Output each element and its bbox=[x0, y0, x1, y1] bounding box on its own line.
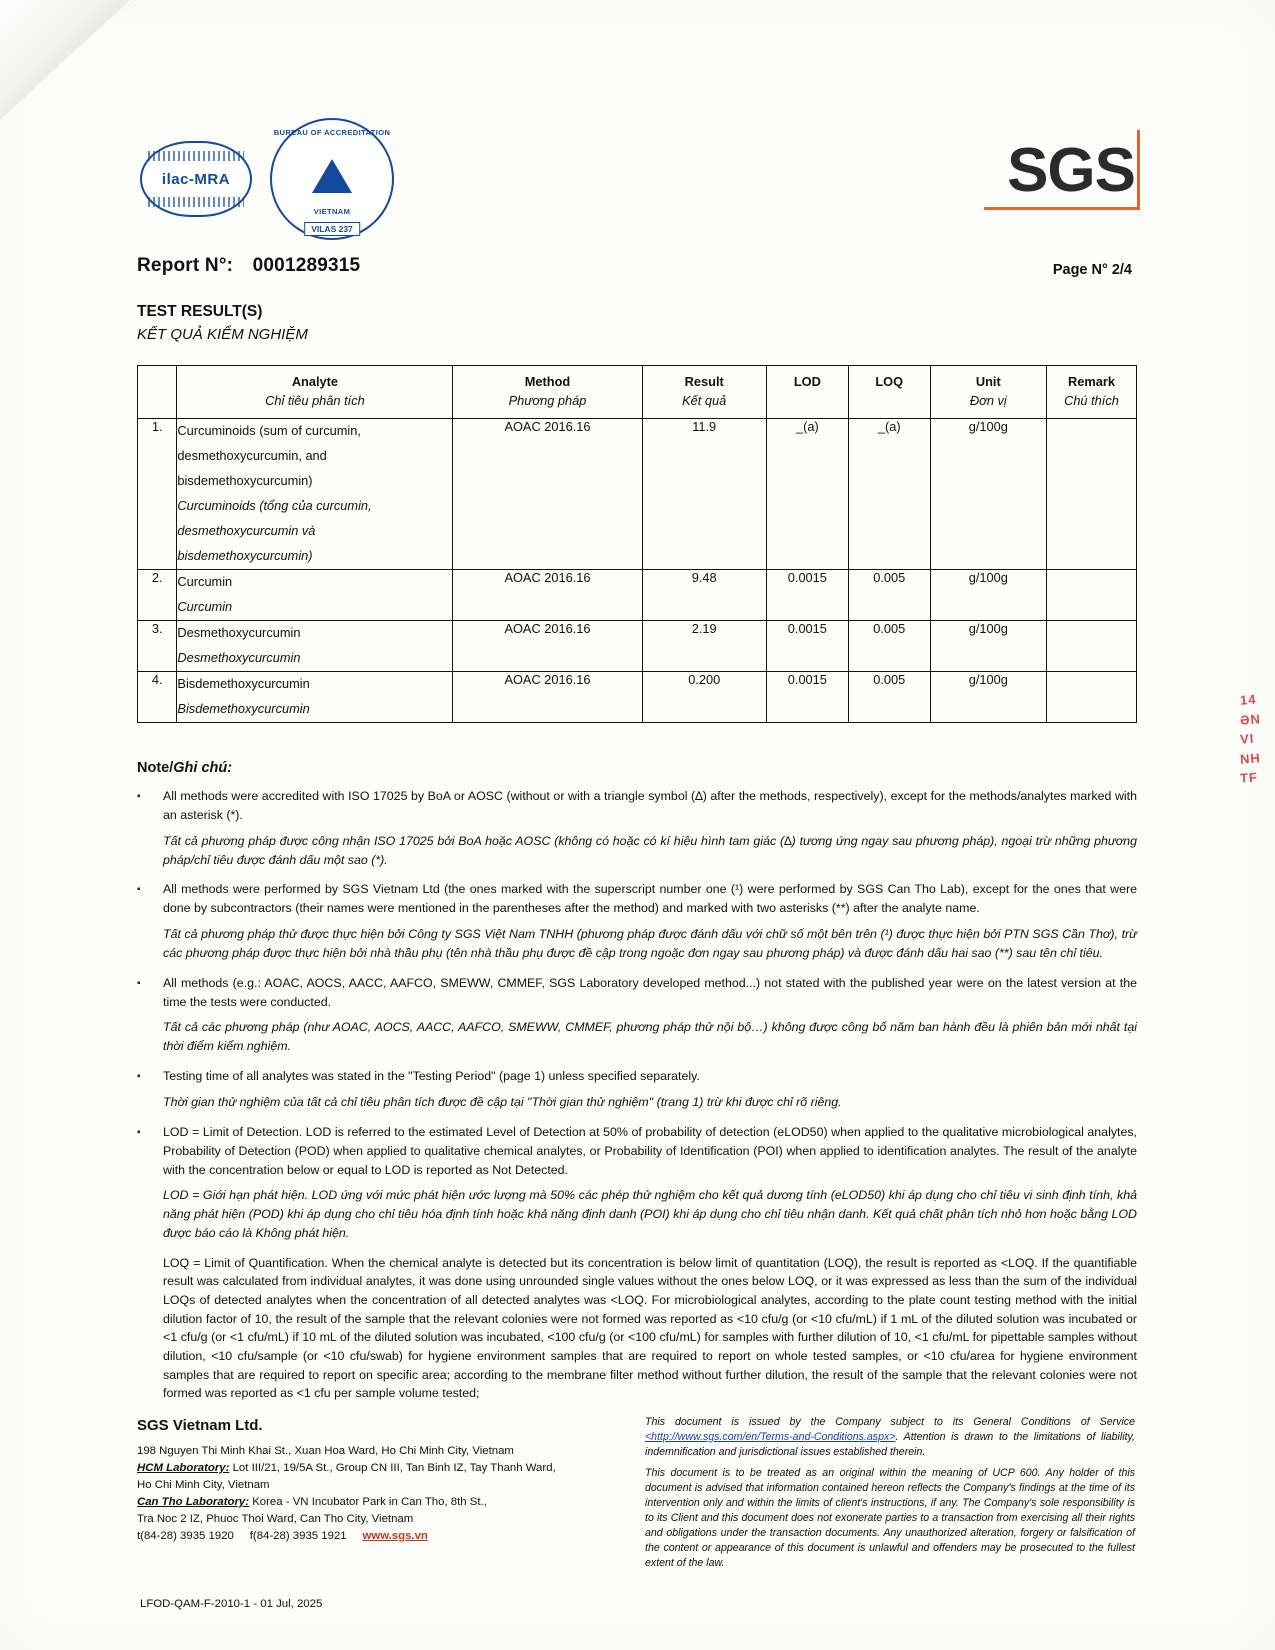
note-en: All methods were performed by SGS Vietnam Ltd (the ones marked with the superscript number one (¹) were performed by SGS Can Tho Lab), except for the ones that were done by subcontractors (their names were mentioned in the parentheses after the method) and marked with two asterisks (**) after the analyte name. bbox=[163, 882, 1137, 916]
notes-heading bbox=[137, 760, 1137, 776]
header-result-vi: Kết quả bbox=[682, 392, 727, 408]
row-unit: g/100g bbox=[930, 419, 1046, 570]
header-loq bbox=[848, 366, 930, 419]
stamp-line: TF bbox=[1239, 769, 1259, 786]
row-index: 2. bbox=[138, 569, 177, 620]
row-analyte bbox=[177, 620, 453, 671]
vilas-badge: VILAS 237 bbox=[304, 222, 360, 236]
row-analyte bbox=[177, 419, 453, 570]
note-body bbox=[163, 974, 1137, 1056]
row-lod: 0.0015 bbox=[766, 671, 848, 722]
header-lod-en: LOD bbox=[793, 374, 821, 389]
header-unit-en: Unit bbox=[975, 374, 1001, 389]
row-remark bbox=[1046, 569, 1136, 620]
table-row bbox=[138, 569, 1137, 620]
note-item bbox=[137, 1123, 1137, 1243]
section-title-vi: KẾT QUẢ KIỂM NGHIỆM bbox=[137, 326, 308, 343]
note-vi: Tất cả phương pháp thử được thực hiện bởi Công ty SGS Việt Nam TNHH (phương pháp được đánh dấu với chữ số một bên trên (¹) được thực hiện bởi PTN SGS Cần Thơ), trừ các phương pháp được thực hiện bởi nhà thầu phụ (tên nhà thầu phụ được đề cập trong ngoặc đơn ngay sau phương pháp) và được đánh dấu hai sao (**) sau tên chỉ tiêu. bbox=[163, 927, 1137, 960]
bullet-icon: ▪ bbox=[137, 977, 141, 989]
header-index bbox=[138, 366, 177, 419]
note-loq-paragraph: LOQ = Limit of Quantification. When the chemical analyte is detected but its concentration is below limit of quantitation (LOQ), the result is reported as <LOQ. If the quantifiable result was calculated from individual analytes, it was done using unrounded single values without the ones below LOQ, or it was expressed as less than the sum of the individual LOQs of detected analytes when the concentration of all detected analytes was <LOQ. For microbiological analytes, according to the plate count testing method with the initial dilution factor of 10, the result of the sample that the relevant colonies were not formed was reported as <10 cfu/g (or <10 cfu/mL) if 1 mL of the diluted solution was incubated or <1 cfu/g (or <1 cfu/mL) if 10 mL of the diluted solution was incubated, <100 cfu/g (or <100 cfu/mL) for samples with further dilution of 10, <1 cfu/mL for pipettable samples without dilution, <10 cfu/sample (or <10 cfu/swab) for hygiene environment samples that are required to report on whole tested samples, or <10 cfu/area for hygiene environment samples that are required to report on specific area; according to the membrane filter method without further dilution, the result of the sample that the relevant colonies were not formed was reported as <1 cfu per sample volume tested; bbox=[163, 1255, 1137, 1401]
row-loq: 0.005 bbox=[848, 620, 930, 671]
page-curl-edge bbox=[0, 0, 136, 125]
notes-heading-vi: Ghi chú: bbox=[173, 760, 233, 776]
stamp-line: NH bbox=[1239, 749, 1262, 767]
row-method: AOAC 2016.16 bbox=[453, 620, 642, 671]
note-body bbox=[163, 1123, 1137, 1243]
header-method-en: Method bbox=[524, 374, 571, 389]
cantho-lab-label: Can Tho Laboratory: bbox=[137, 1495, 250, 1508]
sgs-logo: SGS bbox=[1007, 136, 1135, 205]
row-result: 0.200 bbox=[642, 671, 766, 722]
row-unit: g/100g bbox=[930, 620, 1046, 671]
table-row bbox=[138, 671, 1137, 722]
row-analyte-en: Curcumin bbox=[177, 573, 233, 589]
report-number-label: Report N°: bbox=[137, 255, 234, 276]
vilas-country-label: VIETNAM bbox=[313, 207, 351, 216]
note-en: Testing time of all analytes was stated in the "Testing Period" (page 1) unless specified separately. bbox=[163, 1069, 700, 1084]
sgs-accent-bar-horizontal bbox=[984, 207, 1140, 210]
header-unit-vi: Đơn vị bbox=[969, 392, 1007, 408]
note-vi: Thời gian thử nghiệm của tất cả chỉ tiêu phân tích được đề cập tại "Thời gian thử nghiệm" (trang 1) trừ khi được chỉ rõ riêng. bbox=[163, 1094, 842, 1109]
disclaimer-text-a: This document is issued by the Company subject to its General Conditions of Service bbox=[645, 1416, 1135, 1428]
note-body bbox=[163, 880, 1137, 962]
stamp-line: ƏN bbox=[1239, 710, 1262, 728]
document-form-id: LFOD-QAM-F-2010-1 - 01 Jul, 2025 bbox=[140, 1598, 323, 1610]
note-item bbox=[137, 974, 1137, 1056]
row-lod: 0.0015 bbox=[766, 620, 848, 671]
header-unit bbox=[930, 366, 1046, 419]
row-analyte-vi: Curcuminoids (tổng của curcumin, desmethoxycurcumin và bisdemethoxycurcumin) bbox=[177, 497, 372, 563]
row-analyte-vi: Desmethoxycurcumin bbox=[177, 649, 301, 665]
note-item bbox=[137, 1067, 1137, 1112]
ilac-mra-logo bbox=[140, 141, 252, 217]
note-item bbox=[137, 787, 1137, 869]
disclaimer-paragraph-1 bbox=[645, 1415, 1135, 1460]
row-remark bbox=[1046, 419, 1136, 570]
row-lod: _(a) bbox=[766, 419, 848, 570]
company-name: SGS Vietnam Ltd. bbox=[137, 1417, 263, 1434]
note-vi: LOD = Giới hạn phát hiện. LOD ứng với mức phát hiện ước lượng mà 50% các phép thử nghiệm cho kết quả dương tính (eLOD50) khi áp dụng cho chỉ tiêu vi sinh định tính, khả năng phát hiện (POD) khi áp dụng cho chỉ tiêu hóa định tính hoặc khả năng định danh (POI) khi áp dụng cho chỉ tiêu nhận danh. Kết quả chất phân tích nhỏ hơn hoặc bằng LOD được báo cáo là Không phát hiện. bbox=[163, 1188, 1137, 1241]
header-analyte bbox=[177, 366, 453, 419]
report-number-line bbox=[137, 255, 360, 277]
bullet-icon: ▪ bbox=[137, 884, 141, 896]
stamp-line: VI bbox=[1239, 730, 1255, 747]
cantho-lab-address-2: Tra Noc 2 IZ, Phuoc Thoi Ward, Can Tho City, Vietnam bbox=[137, 1512, 414, 1525]
note-en: All methods were accredited with ISO 17025 by BoA or AOSC (without or with a triangle symbol (∆) after the methods, respectively), except for the methods/analytes marked with an asterisk (*). bbox=[163, 789, 1137, 822]
row-method: AOAC 2016.16 bbox=[453, 569, 642, 620]
row-index: 1. bbox=[138, 419, 177, 570]
header-result bbox=[642, 366, 766, 419]
row-loq: 0.005 bbox=[848, 569, 930, 620]
header-remark-vi: Chú thích bbox=[1064, 392, 1119, 408]
row-unit: g/100g bbox=[930, 569, 1046, 620]
note-vi: Tất cả phương pháp được công nhận ISO 17025 bởi BoA hoặc AOSC (không có hoặc có kí hiệu hình tam giác (∆) tương ứng ngay sau phương pháp), ngoại trừ những phương pháp/chỉ tiêu được đánh dấu một sao (*). bbox=[163, 833, 1137, 867]
vilas-top-label: BUREAU OF ACCREDITATION bbox=[273, 128, 391, 137]
header-lod bbox=[766, 366, 848, 419]
row-analyte-en: Bisdemethoxycurcumin bbox=[177, 675, 310, 691]
row-lod: 0.0015 bbox=[766, 569, 848, 620]
legal-disclaimer bbox=[645, 1415, 1135, 1577]
stamp-line: 14 bbox=[1239, 691, 1258, 708]
section-title-en: TEST RESULT(S) bbox=[137, 303, 263, 320]
note-body bbox=[163, 787, 1137, 869]
sgs-accent-bar-vertical bbox=[1137, 130, 1140, 208]
cantho-lab-line bbox=[137, 1494, 627, 1511]
disclaimer-text-b: . Attention is drawn to the limitations of liability, indemnification and jurisdictional issues established therein. bbox=[645, 1431, 1135, 1459]
red-stamp-marking bbox=[1240, 690, 1261, 788]
row-result: 9.48 bbox=[642, 569, 766, 620]
notes-heading-en: Note/ bbox=[137, 760, 174, 776]
header-method bbox=[453, 366, 642, 419]
terms-and-conditions-link[interactable]: <http://www.sgs.com/en/Terms-and-Conditions.aspx> bbox=[645, 1431, 896, 1444]
row-loq: _(a) bbox=[848, 419, 930, 570]
website-link[interactable]: www.sgs.vn bbox=[362, 1530, 428, 1543]
accreditation-logos bbox=[140, 118, 394, 240]
header-remark bbox=[1046, 366, 1136, 419]
row-loq: 0.005 bbox=[848, 671, 930, 722]
bullet-icon: ▪ bbox=[137, 1071, 141, 1083]
report-number-value: 0001289315 bbox=[252, 255, 361, 276]
table-row bbox=[138, 620, 1137, 671]
ilac-mra-label: ilac-MRA bbox=[161, 170, 231, 188]
vilas-accreditation-logo bbox=[270, 118, 394, 240]
note-vi: Tất cả các phương pháp (như AOAC, AOCS, AACC, AAFCO, SMEWW, CMMEF, phương pháp thử nội bộ…) không được công bố năm ban hành đều là phiên bản mới nhất tại thời điểm kiểm nghiệm. bbox=[163, 1020, 1137, 1054]
header-loq-en: LOQ bbox=[875, 374, 904, 389]
table-header-row bbox=[138, 366, 1137, 419]
header-remark-en: Remark bbox=[1067, 374, 1115, 389]
fax-number: f(84-28) 3935 1921 bbox=[249, 1530, 347, 1543]
row-result: 11.9 bbox=[642, 419, 766, 570]
header-analyte-en: Analyte bbox=[291, 374, 339, 389]
row-remark bbox=[1046, 671, 1136, 722]
row-index: 3. bbox=[138, 620, 177, 671]
test-results-table bbox=[137, 365, 1137, 723]
note-body bbox=[163, 1067, 1137, 1112]
footer-company-block bbox=[137, 1415, 627, 1545]
table-row bbox=[138, 419, 1137, 570]
row-analyte-en: Curcuminoids (sum of curcumin, desmethoxycurcumin, and bisdemethoxycurcumin) bbox=[177, 423, 361, 488]
bullet-icon: ▪ bbox=[137, 791, 141, 802]
telephone-number: t(84-28) 3935 1920 bbox=[137, 1530, 234, 1543]
hcm-lab-label: HCM Laboratory: bbox=[137, 1461, 230, 1474]
vilas-triangle-icon bbox=[312, 159, 352, 193]
row-method: AOAC 2016.16 bbox=[453, 419, 642, 570]
row-analyte-vi: Curcumin bbox=[177, 598, 233, 614]
row-analyte bbox=[177, 671, 453, 722]
header-result-en: Result bbox=[684, 374, 724, 389]
row-index: 4. bbox=[138, 671, 177, 722]
hcm-lab-address-2: Ho Chi Minh City, Vietnam bbox=[137, 1478, 270, 1491]
disclaimer-paragraph-2: This document is to be treated as an original within the meaning of UCP 600. Any holder of this document is advised that information contained hereon reflects the Company's findings at the time of its intervention only and within the limits of client's instructions, if any. The Company's sole responsibility is to its Client and this document does not exonerate parties to a transaction from exercising all their rights and obligations under the transaction documents. Any unauthorized alteration, forgery or falsification of the content or appearance of this document is unlawful and offenders may be prosecuted to the fullest extent of the law. bbox=[645, 1467, 1135, 1570]
note-item bbox=[137, 880, 1137, 962]
row-analyte bbox=[177, 569, 453, 620]
hcm-lab-line bbox=[137, 1460, 627, 1477]
row-unit: g/100g bbox=[930, 671, 1046, 722]
company-address: 198 Nguyen Thi Minh Khai St., Xuan Hoa Ward, Ho Chi Minh City, Vietnam bbox=[137, 1444, 514, 1457]
page-number: Page N° 2/4 bbox=[1052, 262, 1132, 278]
row-result: 2.19 bbox=[642, 620, 766, 671]
cantho-lab-address-1: Korea - VN Incubator Park in Can Tho, 8th St., bbox=[252, 1495, 487, 1508]
bullet-icon: ▪ bbox=[137, 1126, 141, 1138]
row-method: AOAC 2016.16 bbox=[453, 671, 642, 722]
notes-section bbox=[137, 760, 1137, 1403]
header-method-vi: Phương pháp bbox=[508, 392, 587, 408]
note-en: All methods (e.g.: AOAC, AOCS, AACC, AAFCO, SMEWW, CMMEF, SGS Laboratory developed method...) not stated with the published year were on the latest version at the time the tests were conducted. bbox=[163, 975, 1137, 1009]
row-analyte-vi: Bisdemethoxycurcumin bbox=[177, 700, 310, 716]
header-analyte-vi: Chỉ tiêu phân tích bbox=[265, 392, 365, 408]
hcm-lab-address-1: Lot III/21, 19/5A St., Group CN III, Tan Binh IZ, Tay Thanh Ward, bbox=[232, 1461, 556, 1474]
note-en: LOD = Limit of Detection. LOD is referred to the estimated Level of Detection at 50% of probability of detection (eLOD50) when applied to the qualitative microbiological analytes, Probability of Detection (POD) when applied to qualitative chemical analytes, or Probability of Identification (POI) when applied to identification analytes. The result of the analyte with the concentration below or equal to LOD is reported as Not Detected. bbox=[163, 1124, 1137, 1177]
contact-line bbox=[137, 1528, 627, 1545]
row-analyte-en: Desmethoxycurcumin bbox=[177, 624, 301, 640]
row-remark bbox=[1046, 620, 1136, 671]
